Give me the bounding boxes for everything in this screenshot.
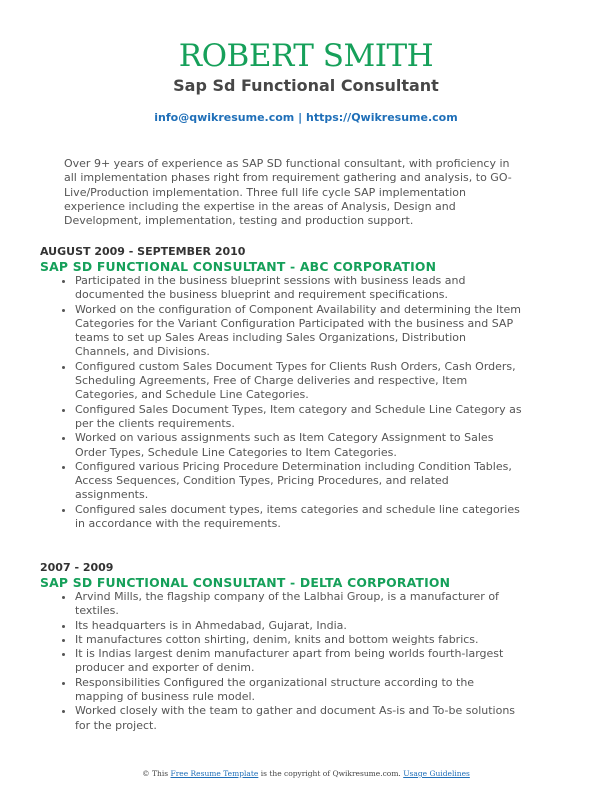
- experience-entry: [40, 245, 540, 531]
- list-item: • Arvind Mills, the flagship company of the Lalbhai Group, is a manufacturer of textiles.: [75, 590, 523, 619]
- free-resume-template-link[interactable]: Free Resume Template: [170, 769, 259, 778]
- footer-copyright: is the copyright of Qwikresume.com.: [260, 769, 401, 778]
- list-item: • Its headquarters is in Ahmedabad, Gujarat, India.: [75, 619, 523, 633]
- list-item: • Configured Sales Document Types, Item category and Schedule Line Category as per the clients requirements.: [75, 403, 523, 432]
- usage-guidelines-link[interactable]: Usage Guidelines: [403, 769, 470, 778]
- candidate-name: ROBERT SMITH: [178, 38, 434, 74]
- list-item: • Worked closely with the team to gather and document As-is and To-be solutions for the project.: [75, 704, 523, 733]
- list-item: • Configured custom Sales Document Types for Clients Rush Orders, Cash Orders, Scheduling Agreements, Free of Charge deliveries and respective, Item Categories, and Schedule Line Categories.: [75, 360, 523, 403]
- footer: [0, 769, 612, 778]
- list-item: • Worked on various assignments such as Item Category Assignment to Sales Order Types, Schedule Line Categories to Item Categories.: [75, 431, 523, 460]
- experience-title: SAP SD FUNCTIONAL CONSULTANT - ABC CORPORATION: [40, 259, 437, 274]
- job-title: Sap Sd Functional Consultant: [173, 76, 439, 95]
- experience-dates: 2007 - 2009: [40, 561, 114, 574]
- list-item: • Participated in the business blueprint sessions with business leads and documented the business blueprint and requirement specifications.: [75, 274, 523, 303]
- bullet-list: [40, 274, 523, 531]
- experience-title: SAP SD FUNCTIONAL CONSULTANT - DELTA CORPORATION: [40, 575, 451, 590]
- experience-entry: [40, 561, 540, 733]
- list-item: • Responsibilities Configured the organizational structure according to the mapping of business rule model.: [75, 676, 523, 705]
- website-link[interactable]: https://Qwikresume.com: [305, 111, 458, 124]
- experience-dates: AUGUST 2009 - SEPTEMBER 2010: [40, 245, 246, 258]
- list-item: • Configured sales document types, items categories and schedule line categories in accordance with the requirements.: [75, 503, 523, 532]
- footer-prefix: © This: [142, 769, 169, 778]
- summary: Over 9+ years of experience as SAP SD functional consultant, with proficiency in all implementation phases right from requirement gathering and analysis, to GO-Live/Production implementation. Three full life cycle SAP implementation experience including the expertise in the areas of Analysis, Design and Development, implementation, testing and production support.: [64, 157, 512, 228]
- separator: |: [298, 111, 303, 124]
- list-item: • It is Indias largest denim manufacturer apart from being worlds fourth-largest producer and exporter of denim.: [75, 647, 523, 676]
- list-item: • It manufactures cotton shirting, denim, knits and bottom weights fabrics.: [75, 633, 523, 647]
- list-item: • Configured various Pricing Procedure Determination including Condition Tables, Access Sequences, Condition Types, Pricing Procedures, and related assignments.: [75, 460, 523, 503]
- contact-line: [0, 111, 612, 124]
- bullet-list: [40, 590, 523, 733]
- email-link[interactable]: info@qwikresume.com: [154, 111, 295, 124]
- list-item: • Worked on the configuration of Component Availability and determining the Item Categories for the Variant Configuration Participated with the business and SAP teams to set up Sales Areas including Sales Organizations, Distribution Channels, and Divisions.: [75, 303, 523, 360]
